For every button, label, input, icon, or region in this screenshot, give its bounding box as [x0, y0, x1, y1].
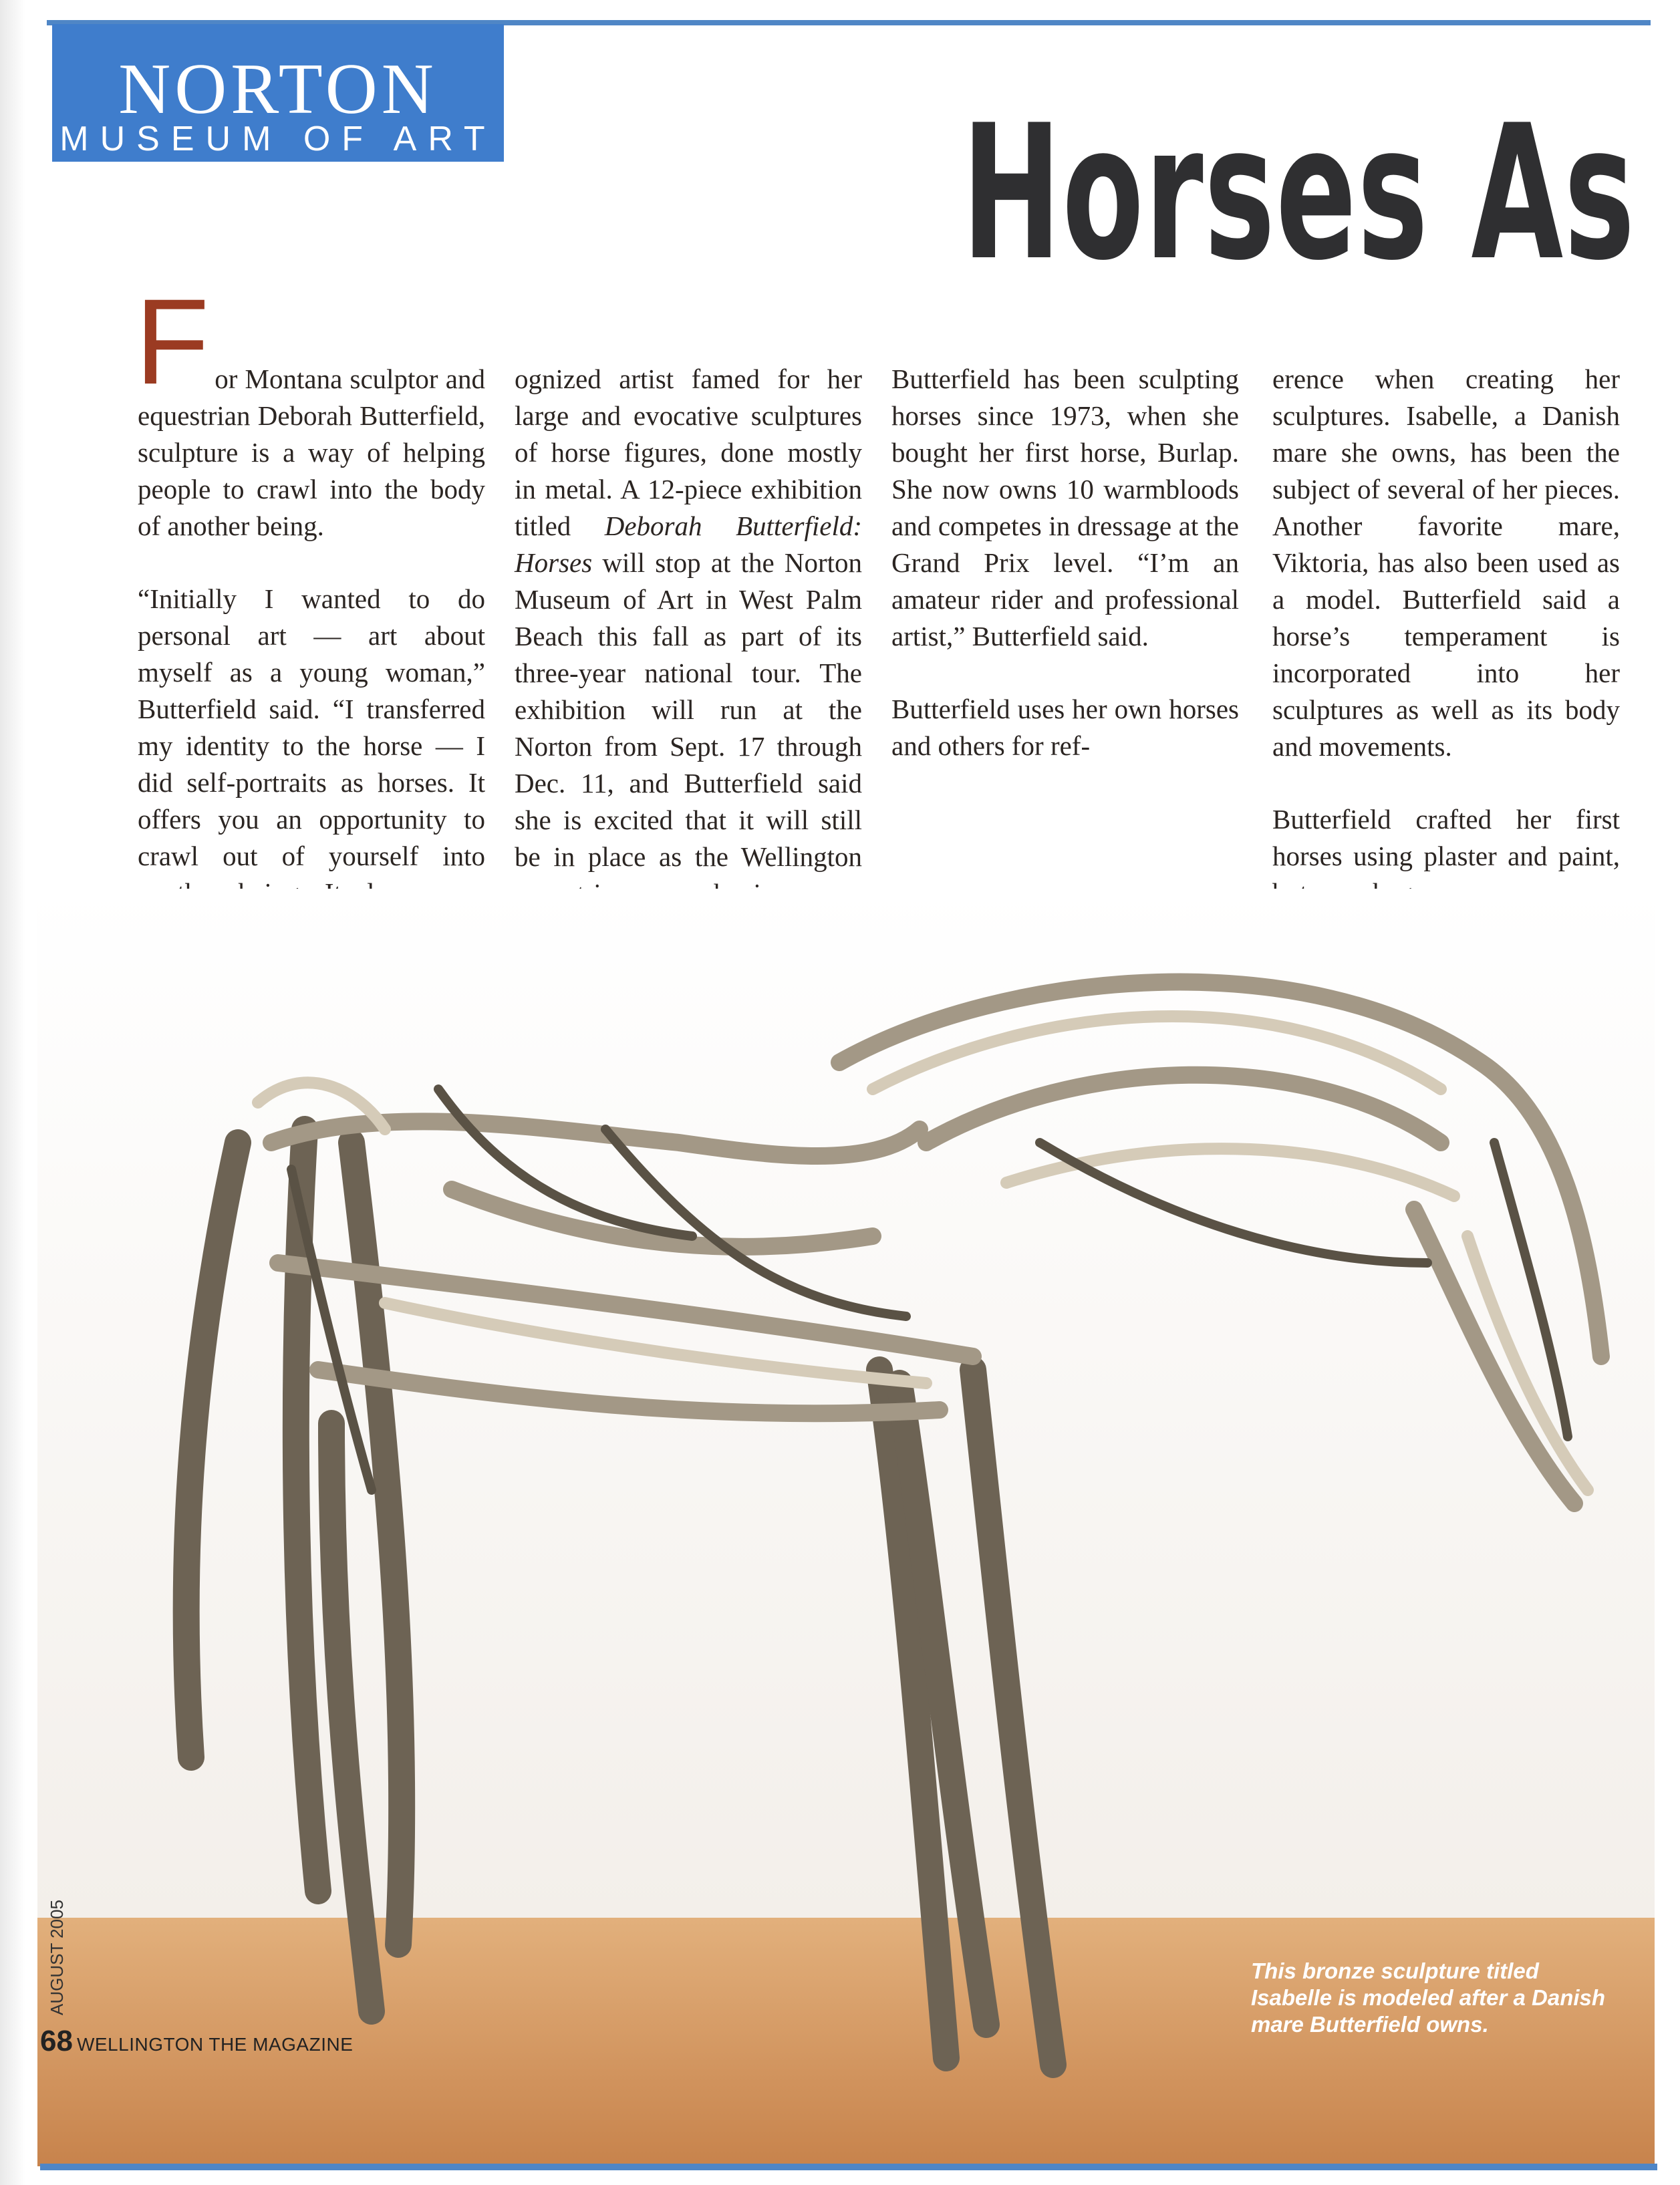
paragraph-text: will stop at the Norton Museum of Art in West Palm Beach this fall as part of its three-year national tour. The exhibition will run at the Norton from Sept. 17 through Dec. 11, and Butterfield said she is excited that it will still be in place as the Wellington	[515, 547, 862, 872]
page-number: 68	[40, 2025, 73, 2057]
headline: Horses As	[962, 85, 1636, 301]
norton-museum-logo	[52, 24, 504, 162]
folio	[40, 2025, 353, 2058]
paragraph: Butterfield crafted her first horses using plaster and paint,	[1272, 804, 1620, 871]
issue-date: AUGUST 2005	[47, 1900, 67, 2015]
scan-edge	[0, 0, 25, 2185]
magazine-name: WELLINGTON THE MAGAZINE	[76, 2034, 354, 2055]
drop-cap: F	[135, 273, 210, 410]
paragraph-text: or Montana sculptor and equestrian Deborah Butterfield, sculpture is a way of helping people to crawl into the body of another being.	[138, 363, 485, 541]
logo-title: NORTON	[118, 49, 438, 129]
paragraph-text: ognized artist famed for her large and evocative sculptures of horse figures, done mostly in metal. A 12-piece exhibition titled	[515, 363, 862, 541]
paragraph	[515, 361, 862, 912]
article-column-4	[1272, 361, 1620, 948]
paragraph	[135, 273, 485, 545]
logo-subtitle: MUSEUM OF ART	[59, 120, 497, 158]
photo-caption: This bronze sculpture titled Isabelle is modeled after a Danish mare Butterfield owns.	[1251, 1958, 1606, 2037]
paragraph: “Initially I wanted to do personal art — art about myself as a young woman,” Butterfield said. “I transferred my identity to the horse — I did self-portraits as horses. It offers you an opportunity to crawl out of yourself into	[138, 583, 485, 871]
paragraph: erence when creating her sculptures. Isabelle, a Danish mare she owns, has been the subject of several of her pieces. Another favorite mare, Viktoria, has also been used as a model. Butterfield said a horse’s temperament is incorporated into her sculptures as well as its body and movements.	[1272, 363, 1620, 762]
article-column-2	[515, 361, 862, 948]
exhibition-title: Deborah Butterfield: Horses	[515, 511, 862, 578]
paragraph: Butterfield has been sculpting horses since 1973, when she bought her first horse, Burlap. She now owns 10 warmbloods and competes in dressage at the Grand Prix level. “I’m an amateur rider and professional artist,” Butterfield said.	[891, 363, 1239, 651]
bottom-rule	[40, 2164, 1657, 2170]
article-column-3	[891, 361, 1239, 800]
paragraph: Butterfield uses her own horses and others for ref-	[891, 694, 1239, 761]
